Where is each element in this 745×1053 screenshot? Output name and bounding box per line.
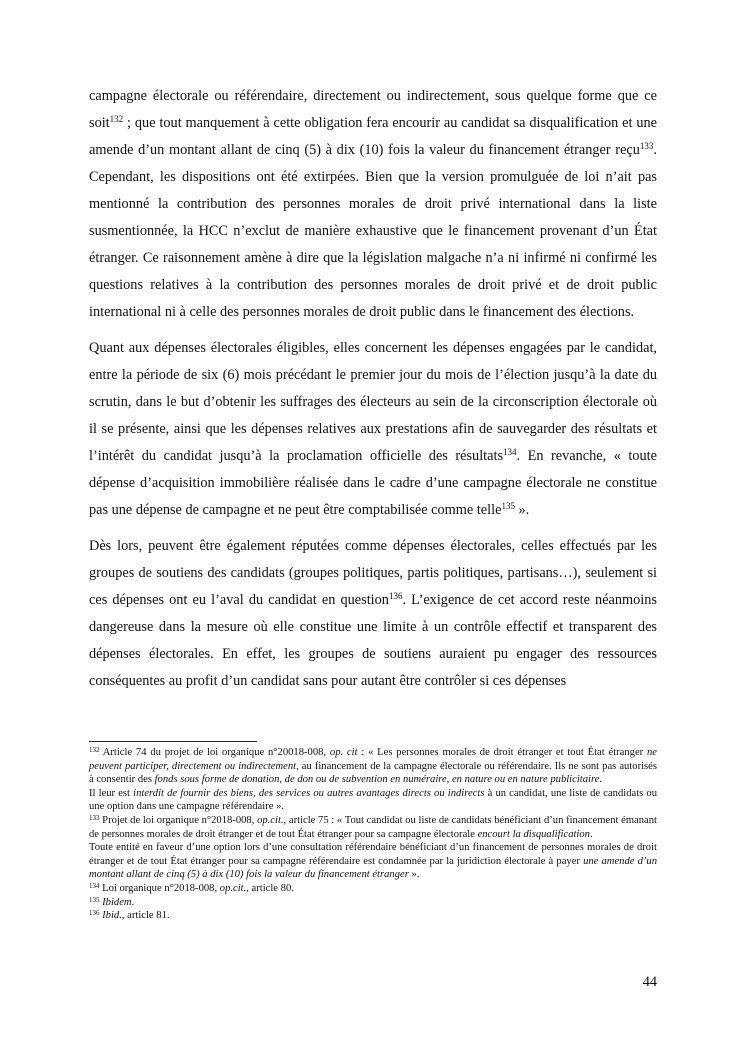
paragraph-text: . L’exigence de cet accord reste néanmoins dangereuse dans la mesure où elle constitue une limite à un contrôle effectif et transparent des dépenses électorales. En effet, les groupes de soutiens auraient pu engager des ressources conséquentes au profit d’un candidat sans pour autant être contrôler si ces dépenses — [89, 592, 657, 689]
paragraph-3 — [89, 533, 657, 695]
footnote-text: . — [599, 774, 603, 786]
footnote-text: Il leur est — [89, 787, 134, 799]
paragraph-text: ; que tout manquement à cette obligation fera encourir au candidat sa disqualification et une amende d’un montant allant de cinq (5) à dix (10) fois la valeur du financement étranger reçu — [89, 115, 657, 158]
paragraph-text: Quant aux dépenses électorales éligibles, elles concernent les dépenses engagées par le candidat, entre la période de six (6) mois précédant le premier jour du mois de l’élection jusqu’à la date du scrutin, dans le but d’obtenir les suffrages des électeurs au sein de la circonscription électorale où il se présente, ainsi que les dépenses relatives aux prestations afin de sauvegarder des résultats et l’intérêt du candidat jusqu’à la proclamation officielle des résultats — [89, 340, 657, 464]
page-number: 44 — [642, 974, 657, 990]
paragraph-text: campagne électorale ou référendaire, directement ou indirectement, sous quelque forme que ce soit — [89, 88, 657, 131]
footnote-italic: Ibidem — [102, 896, 132, 908]
paragraph-text: . En revanche, « toute dépense d’acquisition immobilière réalisée dans le cadre d’une campagne électorale ne constitue pas une dépense de campagne et ne peut être comptabilisée comme telle — [89, 448, 657, 518]
footnote-italic: fonds sous forme de donation, de don ou de subvention en numéraire, en nature ou en nature publicitaire — [154, 774, 600, 786]
footnote-text: . — [131, 896, 135, 908]
footnote-italic: une amende d’un montant allant de cinq (5) à dix (10) fois la valeur du financement étranger — [89, 855, 657, 881]
footnote-text: , article 80. — [246, 882, 294, 894]
footnote-text: Article 74 du projet de loi organique n°20018-008, — [99, 747, 330, 758]
footnote-ref-132[interactable]: 132 — [109, 114, 124, 124]
footnote-italic: encourt la disqualification — [477, 828, 590, 840]
footnote-text: Loi organique n°2018-008, — [99, 882, 220, 894]
footnote-italic: Ibid. — [102, 910, 122, 922]
footnote-number: 133 — [89, 813, 100, 822]
footnote-ref-134[interactable]: 134 — [503, 447, 517, 457]
footnotes — [89, 746, 657, 923]
footnote-separator — [89, 741, 257, 742]
paragraph-text: . Cependant, les dispositions ont été extirpées. Bien que la version promulguée de loi n’ait pas mentionné la contribution des personnes morales de droit privé international dans la liste susmentionnée, la HCC n’exclut de manière exhaustive que le financement provenant d’un État étranger. Ce raisonnement amène à dire que la législation malgache n’a ni infirmé ni confirmé les questions relatives à la contribution des personnes morales de droit privé et de droit public international ni à celle des personnes morales de droit public dans le financement des élections. — [89, 142, 657, 320]
footnote-132 — [89, 746, 657, 787]
footnote-ref-135[interactable]: 135 — [501, 501, 515, 511]
paragraph-2 — [89, 335, 657, 524]
footnote-italic: op. cit — [329, 747, 358, 758]
paragraph-1 — [89, 83, 657, 326]
footnote-number: 134 — [89, 881, 100, 890]
footnote-text: Toute entité en faveur d’une option lors d’une consultation référendaire bénéficiant d’un financement de personnes morales de droit étranger et de tout État étranger pour sa campagne référendaire est condamnée par la juridiction électorale à payer — [89, 842, 657, 867]
footnote-134 — [89, 882, 657, 896]
footnote-italic: interdit de fournir des biens, des services ou autres avantages directs ou indirects — [133, 787, 485, 799]
footnote-number: 135 — [89, 895, 100, 904]
main-text — [89, 83, 657, 695]
footnote-text: , article 81. — [121, 910, 170, 922]
footnote-text: ». — [408, 869, 420, 881]
footnote-text: , article 75 : « Tout candidat ou liste de candidats bénéficiant d’un financement émanant de personnes morales de droit étranger et de tout État étranger pour sa campagne électorale — [89, 814, 657, 840]
footnote-italic: op.cit. — [257, 814, 284, 826]
footnote-text: . — [589, 828, 593, 840]
footnote-text: Projet de loi organique n°2018-008, — [99, 814, 258, 826]
footnote-number: 132 — [89, 746, 100, 754]
footnote-text: à un candidat, une liste de candidats ou une option dans une campagne référendaire ». — [89, 787, 657, 813]
footnote-text: : « Les personnes morales de droit étranger et tout État étranger — [357, 747, 647, 758]
footnote-133 — [89, 814, 657, 841]
footnote-133-continued — [89, 841, 657, 882]
footnote-italic: ne peuvent participer, directement ou indirectement — [89, 747, 657, 772]
footnote-text: , au financement de la campagne électorale ou référendaire. Ils ne sont pas autorisés à consentir des — [89, 760, 657, 786]
footnote-132-continued — [89, 787, 657, 814]
footnote-number: 136 — [89, 909, 100, 918]
footnote-italic: op.cit. — [219, 882, 247, 894]
paragraph-text: ». — [514, 502, 530, 518]
footnote-ref-133[interactable]: 133 — [639, 141, 654, 151]
footnote-135 — [89, 896, 657, 910]
paragraph-text: Dès lors, peuvent être également réputées comme dépenses électorales, celles effectués par les groupes de soutiens des candidats (groupes politiques, partis politiques, partisans…), seulement si ces dépenses ont eu l’aval du candidat en question — [89, 538, 657, 608]
footnote-ref-136[interactable]: 136 — [388, 591, 403, 601]
footnote-136 — [89, 909, 657, 923]
